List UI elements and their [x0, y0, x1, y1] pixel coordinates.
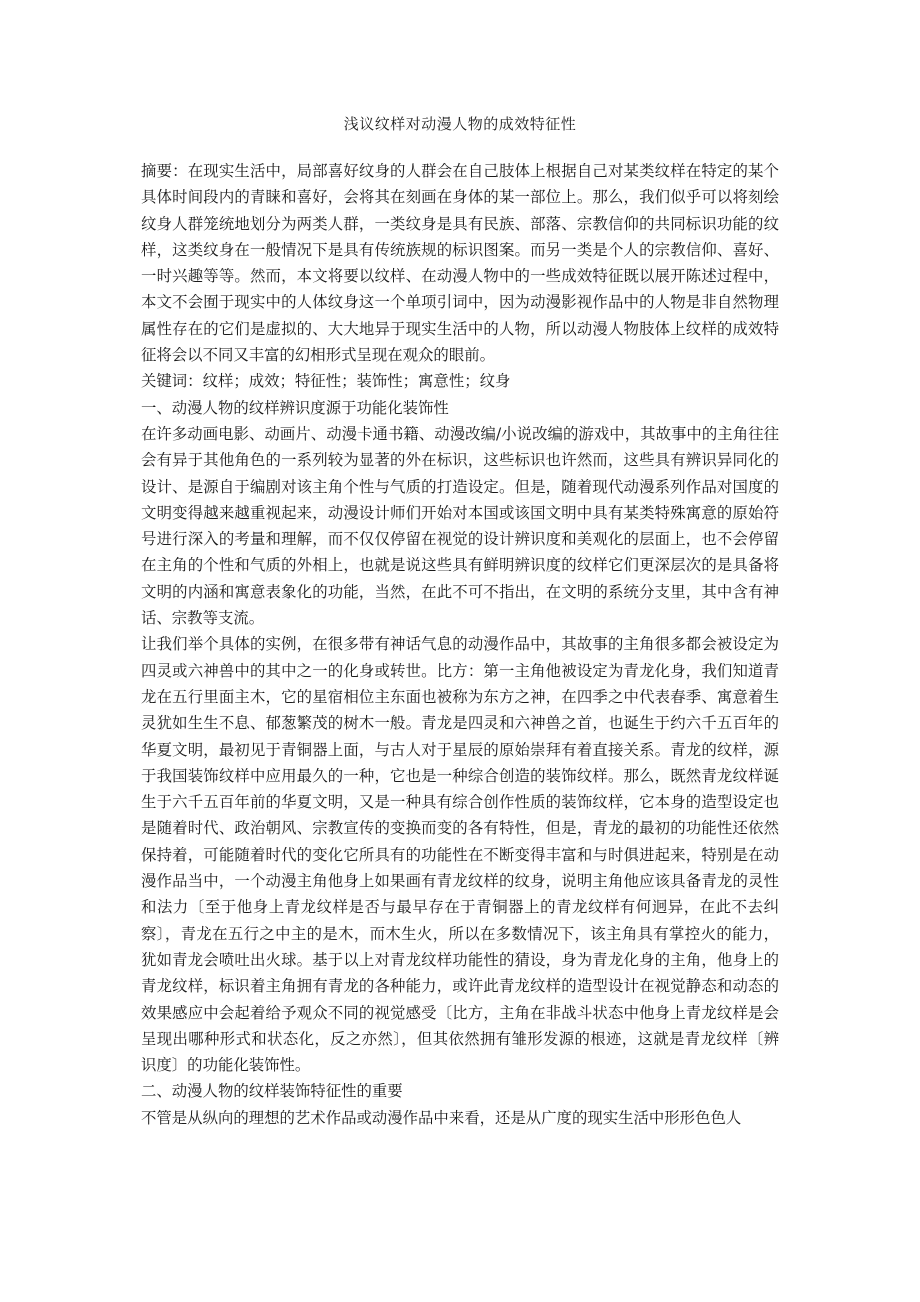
body-paragraph: 不管是从纵向的理想的艺术作品或动漫作品中来看，还是从广度的现实生活中形形色色人: [141, 1108, 742, 1127]
abstract-paragraph: 摘要：在现实生活中，局部喜好纹身的人群会在自己肢体上根据自己对某类纹样在特定的某个具体时间段内的青睐和喜好，会将其在刻画在身体的某一部位上。那么，我们似乎可以将刻绘纹身人群笼统地划分为两类人群，一类纹身是具有民族、部落、宗教信仰的共同标识功能的纹样，这类纹身在一般情况下是具有传统族规的标识图案。而另一类是个人的宗教信仰、喜好、一时兴趣等等。然而，本文将要以纹样、在动漫人物中的一些成效特征既以展开陈述过程中，本文不会囿于现实中的人体纹身这一个单项引词中，因为动漫影视作品中的人物是非自然物理属性存在的它们是虚拟的、大大地异于现实生活中的人物，所以动漫人物肢体上纹样的成效特征将会以不同又丰富的幻相形式呈现在观众的眼前。: [141, 162, 779, 365]
body-paragraph: 让我们举个具体的实例，在很多带有神话气息的动漫作品中，其故事的主角很多都会被设定为四灵或六神兽中的其中之一的化身或转世。比方：第一主角他被设定为青龙化身，我们知道青龙在五行里面主木，它的星宿相位主东面也被称为东方之神，在四季之中代表春季、寓意着生灵犹如生生不息、郁葱繁茂的树木一般。青龙是四灵和六神兽之首，也诞生于约六千五百年的华夏文明，最初见于青铜器上面，与古人对于星辰的原始崇拜有着直接关系。青龙的纹样，源于我国装饰纹样中应用最久的一种，它也是一种综合创造的装饰纹样。那么，既然青龙纹样诞生于六千五百年前的华夏文明，又是一种具有综合创作性质的装饰纹样，它本身的造型设定也是随着时代、政治朝风、宗教宣传的变换而变的各有特性，但是，青龙的最初的功能性还依然保持着，可能随着时代的变化它所具有的功能性在不断变得丰富和与时俱进起来，特别是在动漫作品当中，一个动漫主角他身上如果画有青龙纹样的纹身，说明主角他应该具备青龙的灵性和法力〔至于他身上青龙纹样是否与最早存在于青铜器上的青龙纹样有何迥异，在此不去纠察〕，青龙在五行之中主的是木，而木生火，所以在多数情况下，该主角具有掌控火的能力，犹如青龙会喷吐出火球。基于以上对青龙纹样功能性的猜设，身为青龙化身的主角，他身上的青龙纹样，标识着主角拥有青龙的各种能力，或许此青龙纹样的造型设计在视觉静态和动态的效果感应中会起着给予观众不同的视觉感受〔比方，主角在非战斗状态中他身上青龙纹样是会呈现出哪种形式和状态化，反之亦然〕，但其依然拥有雏形发源的根迹，这就是青龙纹样〔辨识度〕的功能化装饰性。: [141, 635, 779, 1075]
keywords-line: 关键词：纹样；成效；特征性；装饰性；寓意性；纹身: [141, 372, 511, 391]
document-title: 浅议纹样对动漫人物的成效特征性: [343, 115, 577, 133]
document-page: [141, 114, 779, 1131]
section-heading-2: 二、动漫人物的纹样装饰特征性的重要: [141, 1082, 403, 1101]
body-paragraph: 在许多动画电影、动画片、动漫卡通书籍、动漫改编/小说改编的游戏中，其故事中的主角往往会有异于其他角色的一系列较为显著的外在标识，这些标识也许然而，这些具有辨识异同化的设计、是源自于编剧对该主角个性与气质的打造设定。但是，随着现代动漫系列作品对国度的文明变得越来越重视起来，动漫设计师们开始对本国或该国文明中具有某类特殊寓意的原始符号进行深入的考量和理解，而不仅仅停留在视觉的设计辨识度和美观化的层面上，也不会停留在主角的个性和气质的外相上，也就是说这些具有鲜明辨识度的纹样它们更深层次的是具备将文明的内涵和寓意表象化的功能，当然，在此不可不指出，在文明的系统分支里，其中含有神话、宗教等支流。: [141, 424, 779, 628]
section-heading-1: 一、动漫人物的纹样辨识度源于功能化装饰性: [141, 398, 449, 417]
